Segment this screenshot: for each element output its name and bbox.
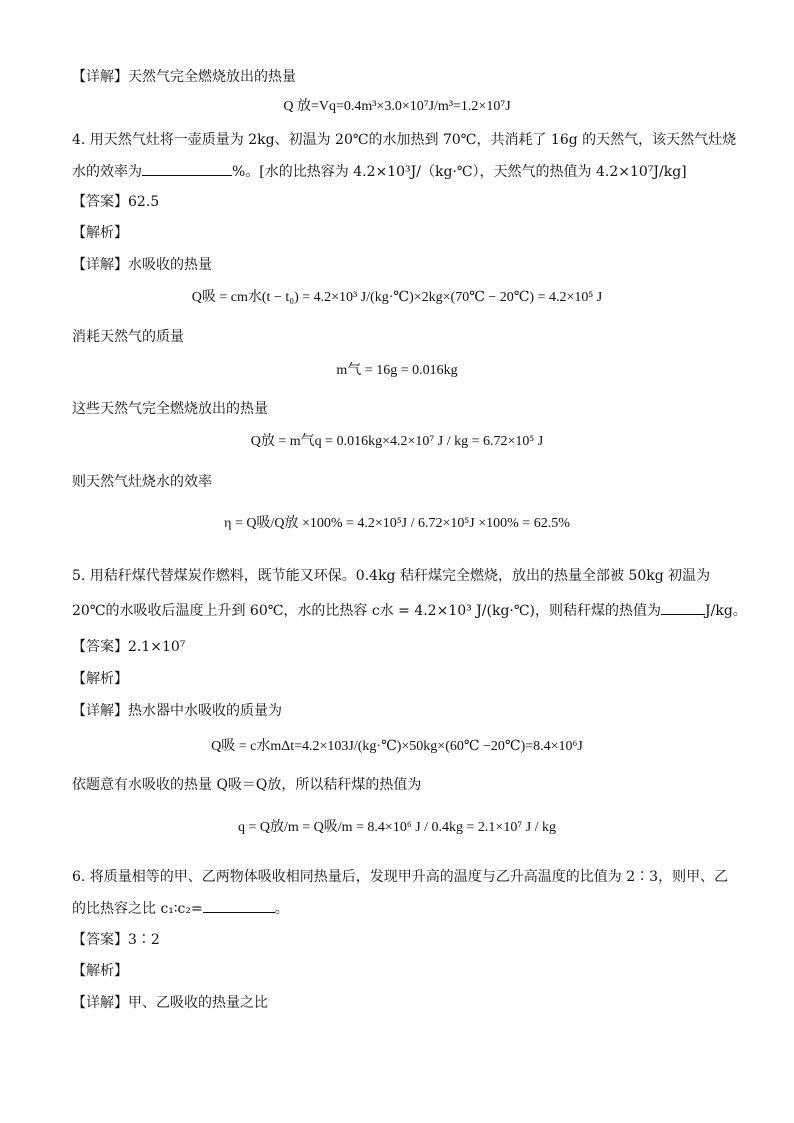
detail-line: 【详解】天然气完全燃烧放出的热量 xyxy=(72,69,296,85)
formula-heat-value: q = Q放/m = Q吸/m = 8.4×10⁶ J / 0.4kg = 2.1×10⁷ J / kg xyxy=(237,820,557,835)
question-5-line1: 5. 用秸秆煤代替煤炭作燃料，既节能又环保。0.4kg 秸秆煤完全燃烧，放出的热量全部被 50kg 初温为 xyxy=(72,568,711,584)
text-line: 这些天然气完全燃烧放出的热量 xyxy=(72,401,268,417)
formula-q-absorb: Q吸 = cm水(t − t₀) = 4.2×10³ J/(kg·℃)×2kg×(70℃ − 20℃) = 4.2×10⁵ J xyxy=(191,290,603,305)
question-4-line2: 水的效率为 %。[水的比热容为 4.2×10³J/（kg·℃），天然气的热值为 4.2×10⁷J/kg] xyxy=(72,161,754,182)
formula-q-release-2: Q放 = m气q = 0.016kg×4.2×10⁷ J / kg = 6.72×10⁵ J xyxy=(250,434,544,449)
text-line: 依题意有水吸收的热量 Q吸＝Q放，所以秸秆煤的热值为 xyxy=(72,777,422,793)
question-5-line2: 20℃的水吸收后温度上升到 60℃，水的比热容 c水 = 4.2×10³ J/(kg·℃)，则秸秆煤的热值为 J/kg。 xyxy=(72,600,754,621)
analysis-line: 【解析】 xyxy=(72,963,128,979)
text-line: 则天然气灶烧水的效率 xyxy=(72,474,212,490)
formula-q-absorb-2: Q吸 = c水mΔt=4.2×103J/(kg·℃)×50kg×(60℃ −20℃)=8.4×10⁶J xyxy=(211,739,583,754)
answer-line: 【答案】3∶2 xyxy=(72,932,160,948)
detail-line: 【详解】水吸收的热量 xyxy=(72,257,212,273)
detail-line: 【详解】甲、乙吸收的热量之比 xyxy=(72,995,268,1011)
answer-blank[interactable] xyxy=(661,600,705,615)
answer-blank[interactable] xyxy=(203,898,275,913)
detail-line: 【详解】热水器中水吸收的质量为 xyxy=(72,703,282,719)
formula-mass: m气 = 16g = 0.016kg xyxy=(336,363,458,378)
formula-q-release: Q 放=Vq=0.4m³×3.0×10⁷J/m³=1.2×10⁷J xyxy=(283,99,511,114)
analysis-line: 【解析】 xyxy=(72,671,128,687)
question-6-line2: 的比热容之比 c₁∶c₂= 。 xyxy=(72,898,754,919)
text-line: 消耗天然气的质量 xyxy=(72,329,184,345)
answer-line: 【答案】62.5 xyxy=(72,194,160,210)
question-4-line1: 4. 用天然气灶将一壶质量为 2kg、初温为 20℃的水加热到 70℃，共消耗了 16g 的天然气，该天然气灶烧 xyxy=(72,132,737,148)
answer-line: 【答案】2.1×10⁷ xyxy=(72,639,186,655)
formula-efficiency: η = Q吸/Q放 ×100% = 4.2×10⁵J / 6.72×10⁵J ×100% = 62.5% xyxy=(224,516,570,531)
answer-blank[interactable] xyxy=(142,161,232,176)
question-6-line1: 6. 将质量相等的甲、乙两物体吸收相同热量后，发现甲升高的温度与乙升高温度的比值为 2∶3，则甲、乙 xyxy=(72,869,729,885)
analysis-line: 【解析】 xyxy=(72,225,128,241)
